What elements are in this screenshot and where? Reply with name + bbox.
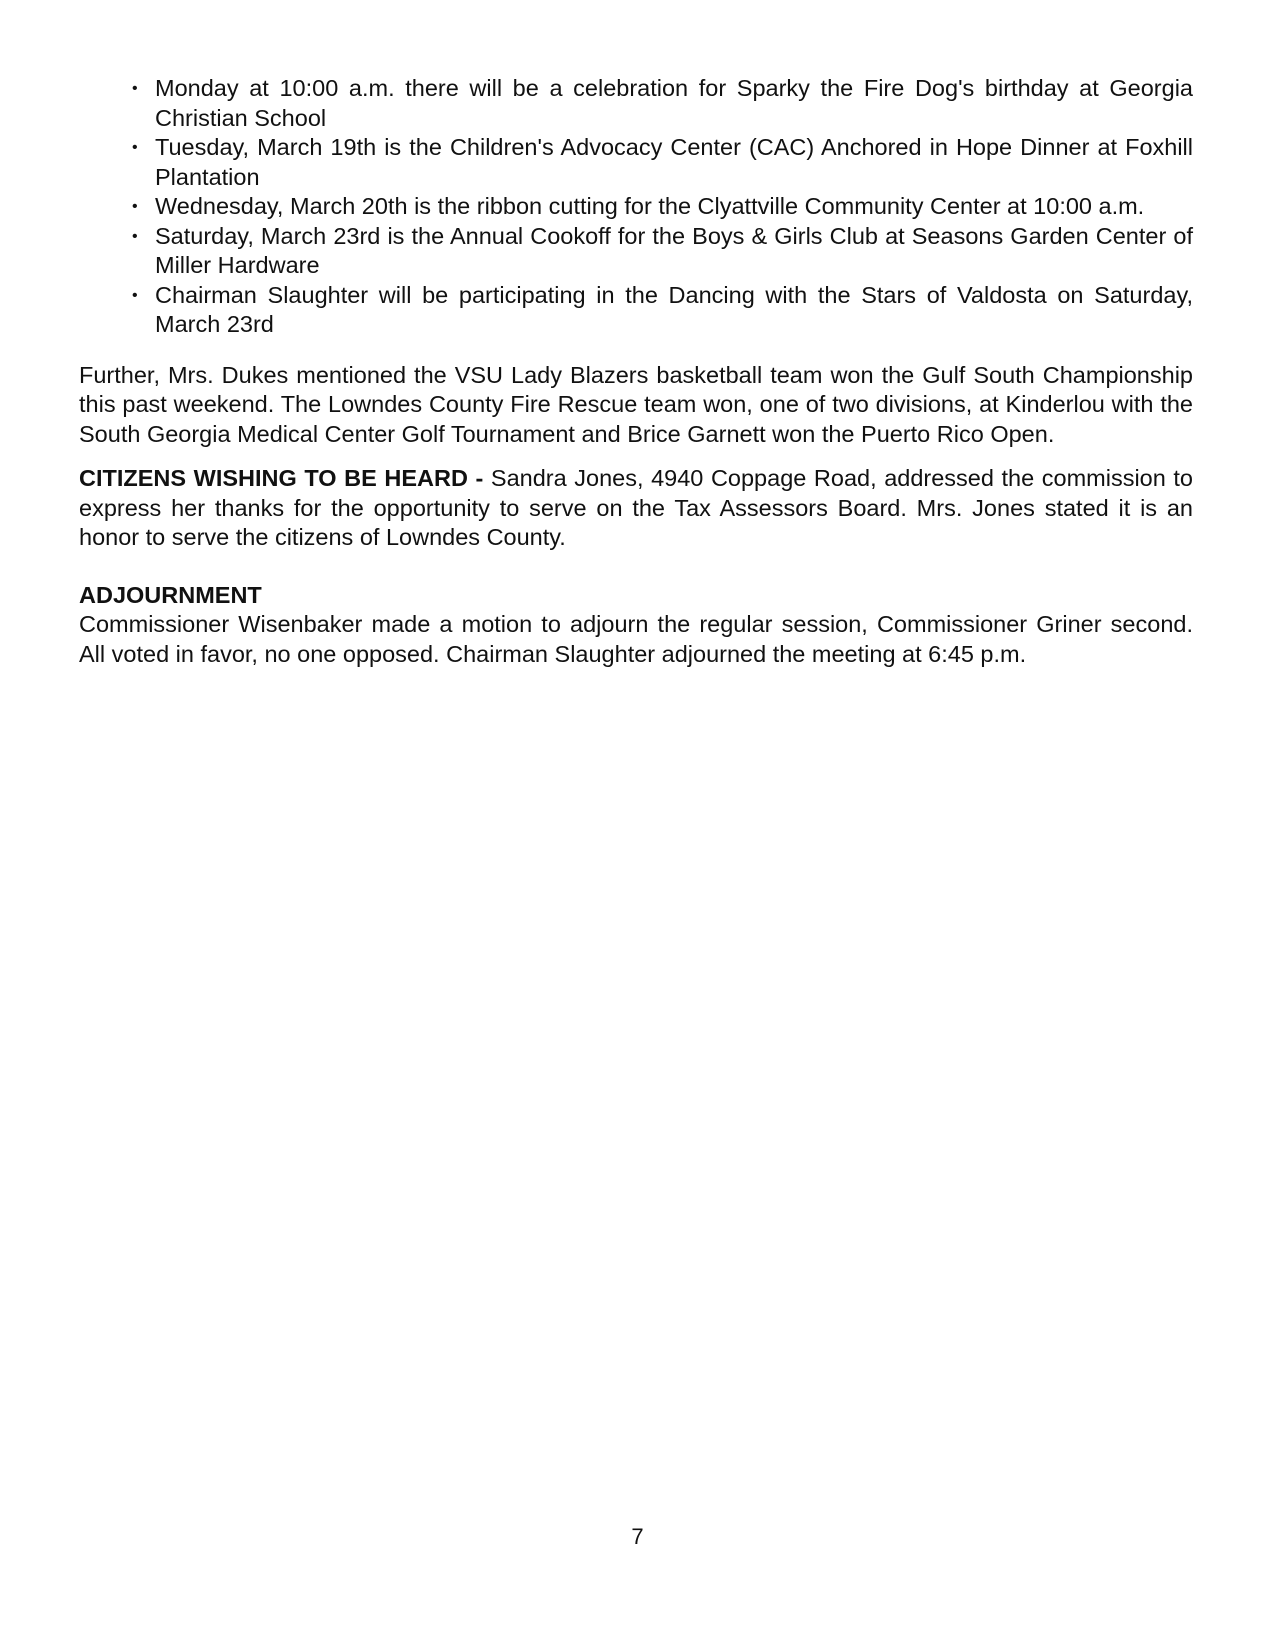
further-paragraph: Further, Mrs. Dukes mentioned the VSU Lady Blazers basketball team won the Gulf South Championship this past weekend. The Lowndes County Fire Rescue team won, one of two divisions, at Kinderlou with the South Georgia Medical Center Golf Tournament and Brice Garnett won the Puerto Rico Open.	[79, 361, 1193, 447]
adjournment-heading: ADJOURNMENT	[79, 581, 262, 608]
event-text: Saturday, March 23rd is the Annual Cookoff for the Boys & Girls Club at Seasons Garden Center of Miller Hardware	[155, 222, 1193, 278]
event-text: Tuesday, March 19th is the Children's Advocacy Center (CAC) Anchored in Hope Dinner at Foxhill Plantation	[155, 134, 1193, 190]
list-item	[132, 281, 1193, 340]
event-text: Wednesday, March 20th is the ribbon cutting for the Clyattville Community Center at 10:00 a.m.	[155, 193, 1145, 219]
list-item	[132, 74, 1193, 133]
event-text: Monday at 10:00 a.m. there will be a celebration for Sparky the Fire Dog's birthday at Georgia Christian School	[155, 75, 1193, 131]
bullet-icon: •	[132, 80, 138, 97]
bullet-icon: •	[132, 286, 138, 304]
citizens-text: Sandra Jones, 4940 Coppage Road, addressed the commission to express her thanks for the opportunity to serve on the Tax Assessors Board. Mrs. Jones stated it is an honor to serve the citizens of Lowndes County.	[79, 465, 1193, 550]
list-item	[132, 133, 1193, 192]
bullet-icon: •	[132, 227, 138, 245]
citizens-paragraph	[79, 464, 1193, 553]
list-item	[132, 192, 1193, 222]
document-page	[79, 74, 1193, 684]
events-list	[79, 74, 1193, 340]
list-item	[132, 222, 1193, 281]
citizens-heading: CITIZENS WISHING TO BE HEARD -	[79, 465, 491, 491]
bullet-icon: •	[132, 198, 138, 215]
adjournment-paragraph: Commissioner Wisenbaker made a motion to adjourn the regular session, Commissioner Griner second. All voted in favor, no one opposed. Chairman Slaughter adjourned the meeting at 6:45 p.m.	[79, 611, 1193, 667]
page-number: 7	[631, 1524, 644, 1549]
bullet-icon: •	[132, 139, 138, 156]
event-text: Chairman Slaughter will be participating in the Dancing with the Stars of Valdosta on Saturday, March 23rd	[155, 281, 1193, 337]
